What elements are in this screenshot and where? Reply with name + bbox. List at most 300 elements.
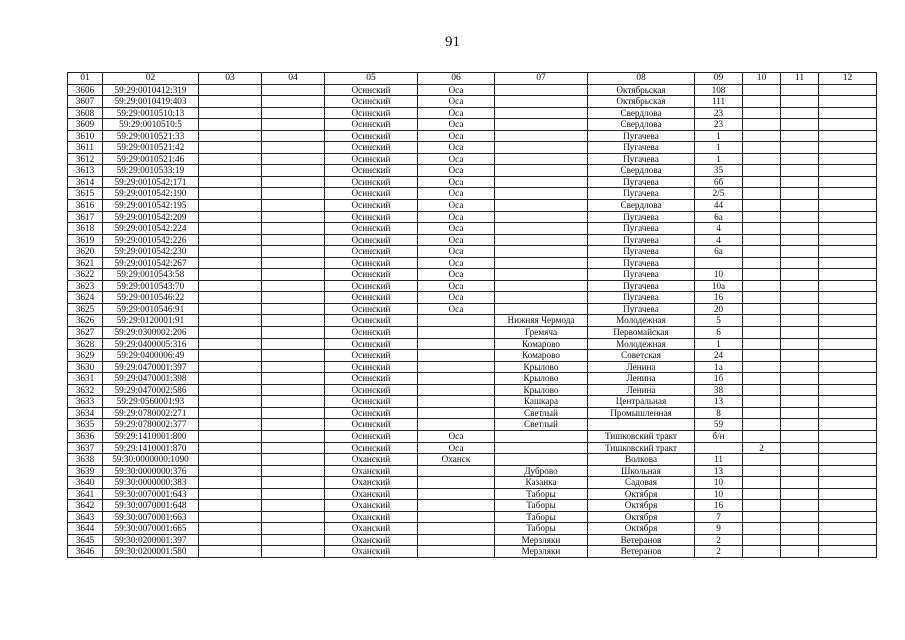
cell-col-09: 11 (695, 454, 743, 466)
cell-col-01: 3630 (68, 361, 103, 373)
table-row (68, 119, 877, 131)
cell-col-06: Оса (418, 142, 495, 154)
cell-col-10 (743, 384, 781, 396)
cell-col-07: Таборы (495, 511, 588, 523)
cell-col-05: Осинский (325, 292, 418, 304)
cell-col-04 (262, 511, 325, 523)
table-row (68, 165, 877, 177)
cell-col-10 (743, 234, 781, 246)
cell-col-07: Казанка (495, 477, 588, 489)
cell-col-03 (199, 303, 262, 315)
cell-col-08: Ленина (588, 384, 695, 396)
cell-col-12 (819, 246, 877, 258)
cell-col-04 (262, 303, 325, 315)
cell-col-12 (819, 511, 877, 523)
cell-col-03 (199, 546, 262, 558)
cell-col-11 (781, 454, 819, 466)
cell-col-06: Оса (418, 246, 495, 258)
column-header-01: 01 (68, 73, 103, 85)
column-header-07: 07 (495, 73, 588, 85)
cell-col-12 (819, 534, 877, 546)
cell-col-11 (781, 107, 819, 119)
cell-col-06 (418, 511, 495, 523)
cell-col-07 (495, 200, 588, 212)
cell-col-10 (743, 419, 781, 431)
cell-col-07 (495, 188, 588, 200)
cell-col-11 (781, 373, 819, 385)
cell-col-11 (781, 488, 819, 500)
cell-col-08: Пугачева (588, 292, 695, 304)
cell-col-10 (743, 303, 781, 315)
cell-col-08: Октября (588, 500, 695, 512)
cell-col-08: Ленина (588, 361, 695, 373)
cell-col-07: Мерзляки (495, 534, 588, 546)
cell-col-05: Осинский (325, 223, 418, 235)
table-row (68, 176, 877, 188)
cell-col-09: 1а (695, 361, 743, 373)
cell-col-03 (199, 327, 262, 339)
cell-col-08: Пугачева (588, 176, 695, 188)
cell-col-01: 3626 (68, 315, 103, 327)
cell-col-03 (199, 165, 262, 177)
cell-col-06: Оса (418, 130, 495, 142)
cell-col-10 (743, 407, 781, 419)
cell-col-05: Оханский (325, 534, 418, 546)
cell-col-10 (743, 396, 781, 408)
cell-col-11 (781, 200, 819, 212)
cell-col-06 (418, 488, 495, 500)
cell-col-11 (781, 142, 819, 154)
cell-col-02: 59:29:0010419:403 (103, 96, 199, 108)
cell-col-04 (262, 119, 325, 131)
cell-col-05: Осинский (325, 430, 418, 442)
cell-col-01: 3613 (68, 165, 103, 177)
table-row (68, 396, 877, 408)
cell-col-02: 59:30:0070001:643 (103, 488, 199, 500)
cell-col-04 (262, 396, 325, 408)
cell-col-07: Кашкара (495, 396, 588, 408)
cell-col-02: 59:29:0010546:91 (103, 303, 199, 315)
table-row (68, 96, 877, 108)
cell-col-03 (199, 257, 262, 269)
cell-col-12 (819, 84, 877, 96)
cell-col-01: 3642 (68, 500, 103, 512)
cell-col-05: Оханский (325, 488, 418, 500)
cell-col-11 (781, 153, 819, 165)
cell-col-03 (199, 384, 262, 396)
cell-col-11 (781, 523, 819, 535)
cell-col-06: Оса (418, 303, 495, 315)
cell-col-12 (819, 234, 877, 246)
table-row (68, 534, 877, 546)
cell-col-08: Пугачева (588, 188, 695, 200)
cell-col-06 (418, 327, 495, 339)
cell-col-06 (418, 315, 495, 327)
cell-col-02: 59:29:0010542:195 (103, 200, 199, 212)
cell-col-06: Оса (418, 153, 495, 165)
cell-col-08: Октябрьская (588, 96, 695, 108)
cell-col-09: 10 (695, 269, 743, 281)
table-body (68, 84, 877, 557)
cell-col-06: Оса (418, 176, 495, 188)
cell-col-02: 59:30:0200001:580 (103, 546, 199, 558)
cell-col-09: 23 (695, 107, 743, 119)
cell-col-09: 4 (695, 223, 743, 235)
cell-col-11 (781, 396, 819, 408)
cell-col-08: Пугачева (588, 130, 695, 142)
cell-col-07 (495, 257, 588, 269)
cell-col-03 (199, 223, 262, 235)
column-header-03: 03 (199, 73, 262, 85)
cell-col-05: Осинский (325, 315, 418, 327)
cell-col-09: 7 (695, 511, 743, 523)
cell-col-02: 59:30:0000000:383 (103, 477, 199, 489)
cell-col-10 (743, 338, 781, 350)
cell-col-10 (743, 257, 781, 269)
cell-col-11 (781, 361, 819, 373)
cell-col-09: 13 (695, 465, 743, 477)
cell-col-09: 16 (695, 500, 743, 512)
cell-col-09: 4 (695, 234, 743, 246)
cell-col-08: Свердлова (588, 107, 695, 119)
table-row (68, 442, 877, 454)
cell-col-09: 9 (695, 523, 743, 535)
cell-col-05: Оханский (325, 454, 418, 466)
cell-col-10 (743, 373, 781, 385)
cell-col-09: 6а (695, 211, 743, 223)
cell-col-03 (199, 176, 262, 188)
cell-col-07: Крылово (495, 361, 588, 373)
cell-col-03 (199, 200, 262, 212)
cell-col-01: 3618 (68, 223, 103, 235)
cell-col-10 (743, 430, 781, 442)
cell-col-07 (495, 153, 588, 165)
cell-col-04 (262, 246, 325, 258)
cell-col-06 (418, 477, 495, 489)
cell-col-03 (199, 407, 262, 419)
cell-col-04 (262, 454, 325, 466)
cell-col-12 (819, 211, 877, 223)
cell-col-03 (199, 119, 262, 131)
cell-col-07 (495, 119, 588, 131)
cell-col-02: 59:29:1410001:800 (103, 430, 199, 442)
cell-col-10 (743, 84, 781, 96)
cell-col-02: 59:29:0010510:13 (103, 107, 199, 119)
cell-col-11 (781, 188, 819, 200)
cell-col-01: 3625 (68, 303, 103, 315)
table-row (68, 373, 877, 385)
table-row (68, 211, 877, 223)
cell-col-01: 3639 (68, 465, 103, 477)
cell-col-02: 59:29:0010542:224 (103, 223, 199, 235)
cell-col-04 (262, 257, 325, 269)
cell-col-04 (262, 465, 325, 477)
table-row (68, 500, 877, 512)
cell-col-01: 3607 (68, 96, 103, 108)
cell-col-12 (819, 280, 877, 292)
cell-col-02: 59:30:0000000:376 (103, 465, 199, 477)
cell-col-10 (743, 465, 781, 477)
cell-col-09: 111 (695, 96, 743, 108)
cell-col-04 (262, 546, 325, 558)
cell-col-08: Ветеранов (588, 546, 695, 558)
cell-col-06 (418, 373, 495, 385)
cell-col-12 (819, 96, 877, 108)
cell-col-05: Осинский (325, 165, 418, 177)
cell-col-03 (199, 419, 262, 431)
cell-col-07 (495, 96, 588, 108)
cell-col-03 (199, 442, 262, 454)
cell-col-02: 59:29:0780002:377 (103, 419, 199, 431)
cell-col-01: 3622 (68, 269, 103, 281)
cell-col-02: 59:29:0010542:230 (103, 246, 199, 258)
cell-col-07 (495, 442, 588, 454)
cell-col-10 (743, 511, 781, 523)
cell-col-08: Пугачева (588, 223, 695, 235)
cell-col-07: Светлый (495, 407, 588, 419)
cell-col-05: Осинский (325, 327, 418, 339)
cell-col-07 (495, 280, 588, 292)
cell-col-04 (262, 176, 325, 188)
cell-col-04 (262, 361, 325, 373)
cell-col-05: Осинский (325, 188, 418, 200)
cell-col-11 (781, 465, 819, 477)
cell-col-06 (418, 361, 495, 373)
cell-col-04 (262, 315, 325, 327)
cell-col-04 (262, 84, 325, 96)
cell-col-05: Осинский (325, 350, 418, 362)
cell-col-01: 3617 (68, 211, 103, 223)
cell-col-11 (781, 315, 819, 327)
cell-col-08: Свердлова (588, 200, 695, 212)
page-number: 91 (445, 34, 460, 50)
cell-col-06: Оса (418, 107, 495, 119)
column-header-02: 02 (103, 73, 199, 85)
cell-col-09 (695, 257, 743, 269)
cell-col-07 (495, 454, 588, 466)
cell-col-09: 1 (695, 130, 743, 142)
cell-col-06: Оса (418, 165, 495, 177)
cell-col-12 (819, 384, 877, 396)
cell-col-11 (781, 246, 819, 258)
cell-col-06: Оса (418, 84, 495, 96)
cell-col-03 (199, 477, 262, 489)
cell-col-10 (743, 292, 781, 304)
cell-col-06: Оханск (418, 454, 495, 466)
cell-col-06: Оса (418, 223, 495, 235)
cell-col-03 (199, 211, 262, 223)
cell-col-07: Комарово (495, 338, 588, 350)
cell-col-09: 108 (695, 84, 743, 96)
cell-col-10 (743, 211, 781, 223)
cell-col-02: 59:29:0010543:70 (103, 280, 199, 292)
cell-col-02: 59:29:0400005:316 (103, 338, 199, 350)
table-row (68, 511, 877, 523)
cell-col-08: Пугачева (588, 269, 695, 281)
cell-col-09: 23 (695, 119, 743, 131)
table-row (68, 327, 877, 339)
cell-col-03 (199, 454, 262, 466)
cell-col-10 (743, 350, 781, 362)
cell-col-09: 59 (695, 419, 743, 431)
cell-col-12 (819, 142, 877, 154)
cell-col-05: Осинский (325, 119, 418, 131)
cell-col-09: 24 (695, 350, 743, 362)
cell-col-07 (495, 211, 588, 223)
cell-col-08: Пугачева (588, 246, 695, 258)
cell-col-07 (495, 292, 588, 304)
cell-col-12 (819, 269, 877, 281)
cell-col-09: 10 (695, 488, 743, 500)
cell-col-05: Осинский (325, 130, 418, 142)
cell-col-10 (743, 454, 781, 466)
cell-col-06 (418, 465, 495, 477)
cell-col-04 (262, 153, 325, 165)
cell-col-02: 59:29:0010542:209 (103, 211, 199, 223)
table-row (68, 430, 877, 442)
cell-col-10 (743, 119, 781, 131)
cell-col-04 (262, 107, 325, 119)
cell-col-12 (819, 165, 877, 177)
cell-col-11 (781, 130, 819, 142)
cell-col-08: Октября (588, 523, 695, 535)
cell-col-01: 3616 (68, 200, 103, 212)
cell-col-01: 3628 (68, 338, 103, 350)
cell-col-05: Осинский (325, 200, 418, 212)
cell-col-06: Оса (418, 257, 495, 269)
cell-col-11 (781, 280, 819, 292)
cell-col-02: 59:29:0470002:586 (103, 384, 199, 396)
cell-col-10 (743, 315, 781, 327)
cell-col-04 (262, 338, 325, 350)
cell-col-12 (819, 188, 877, 200)
cell-col-12 (819, 107, 877, 119)
cell-col-05: Осинский (325, 407, 418, 419)
table-row (68, 130, 877, 142)
cell-col-05: Осинский (325, 280, 418, 292)
cell-col-09: 20 (695, 303, 743, 315)
cell-col-04 (262, 130, 325, 142)
cell-col-02: 59:29:0010510:5 (103, 119, 199, 131)
cell-col-02: 59:30:0070001:665 (103, 523, 199, 535)
cell-col-10 (743, 361, 781, 373)
cell-col-04 (262, 234, 325, 246)
table-row (68, 419, 877, 431)
cell-col-01: 3627 (68, 327, 103, 339)
cell-col-08: Пугачева (588, 303, 695, 315)
cell-col-04 (262, 500, 325, 512)
cell-col-02: 59:29:0560001:93 (103, 396, 199, 408)
cell-col-03 (199, 269, 262, 281)
cell-col-05: Осинский (325, 384, 418, 396)
cell-col-06 (418, 396, 495, 408)
cell-col-03 (199, 96, 262, 108)
cell-col-01: 3621 (68, 257, 103, 269)
cell-col-11 (781, 419, 819, 431)
cell-col-02: 59:29:0010543:58 (103, 269, 199, 281)
cell-col-08: Первомайская (588, 327, 695, 339)
cell-col-10 (743, 477, 781, 489)
cell-col-07 (495, 303, 588, 315)
cell-col-09: 1 (695, 142, 743, 154)
cell-col-02: 59:29:0010542:190 (103, 188, 199, 200)
table-row (68, 153, 877, 165)
cell-col-10 (743, 200, 781, 212)
cell-col-03 (199, 465, 262, 477)
cell-col-12 (819, 373, 877, 385)
cell-col-01: 3644 (68, 523, 103, 535)
cell-col-05: Осинский (325, 107, 418, 119)
cell-col-07 (495, 130, 588, 142)
cell-col-03 (199, 130, 262, 142)
cell-col-08: Тишковский тракт (588, 430, 695, 442)
table-row (68, 465, 877, 477)
cell-col-10 (743, 96, 781, 108)
cell-col-01: 3611 (68, 142, 103, 154)
cell-col-02: 59:29:0300002:206 (103, 327, 199, 339)
cell-col-02: 59:29:0010521:46 (103, 153, 199, 165)
cell-col-11 (781, 223, 819, 235)
cell-col-01: 3623 (68, 280, 103, 292)
cell-col-05: Осинский (325, 338, 418, 350)
cell-col-12 (819, 153, 877, 165)
cell-col-06: Оса (418, 96, 495, 108)
cell-col-12 (819, 407, 877, 419)
cell-col-10: 2 (743, 442, 781, 454)
cell-col-04 (262, 269, 325, 281)
cell-col-03 (199, 523, 262, 535)
cell-col-08: Волкова (588, 454, 695, 466)
cell-col-04 (262, 384, 325, 396)
cell-col-07 (495, 430, 588, 442)
cell-col-01: 3634 (68, 407, 103, 419)
cell-col-04 (262, 142, 325, 154)
cell-col-09: 10 (695, 477, 743, 489)
table-row (68, 361, 877, 373)
cell-col-12 (819, 338, 877, 350)
cell-col-12 (819, 292, 877, 304)
cell-col-02: 59:29:0470001:398 (103, 373, 199, 385)
cell-col-05: Осинский (325, 176, 418, 188)
cell-col-03 (199, 142, 262, 154)
cell-col-07 (495, 269, 588, 281)
cell-col-07: Комарово (495, 350, 588, 362)
cell-col-07: Гремяча (495, 327, 588, 339)
cell-col-03 (199, 338, 262, 350)
cell-col-01: 3635 (68, 419, 103, 431)
cell-col-04 (262, 96, 325, 108)
cell-col-08 (588, 419, 695, 431)
cell-col-05: Оханский (325, 523, 418, 535)
cell-col-03 (199, 188, 262, 200)
cell-col-03 (199, 361, 262, 373)
cell-col-07: Крылово (495, 373, 588, 385)
cell-col-09: 2/5 (695, 188, 743, 200)
cell-col-01: 3632 (68, 384, 103, 396)
cell-col-10 (743, 327, 781, 339)
cell-col-03 (199, 511, 262, 523)
cell-col-01: 3614 (68, 176, 103, 188)
cell-col-08: Свердлова (588, 119, 695, 131)
cell-col-05: Осинский (325, 96, 418, 108)
cell-col-01: 3638 (68, 454, 103, 466)
cell-col-12 (819, 130, 877, 142)
cell-col-08: Пугачева (588, 142, 695, 154)
cell-col-07 (495, 165, 588, 177)
column-header-11: 11 (781, 73, 819, 85)
cell-col-03 (199, 315, 262, 327)
cell-col-05: Оханский (325, 465, 418, 477)
